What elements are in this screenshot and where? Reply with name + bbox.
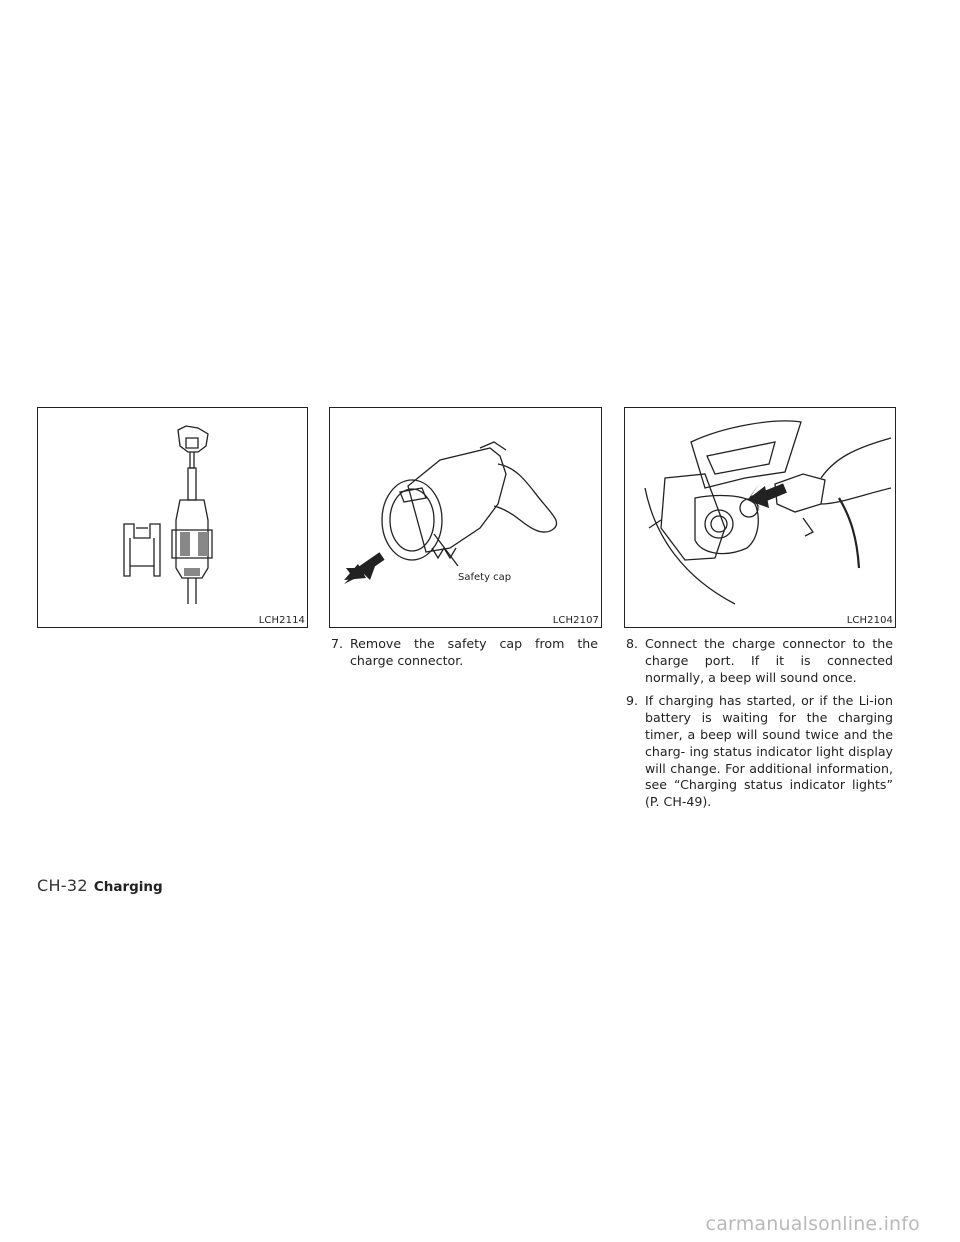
- step-column-right: [626, 636, 893, 818]
- step-text: Connect the charge connector to the charge port. If it is connected normally, a beep will sound once.: [645, 636, 893, 685]
- step-7: [331, 636, 598, 670]
- figure-code: LCH2107: [552, 615, 599, 626]
- step-column-middle: [331, 636, 598, 677]
- safety-cap-removal-illustration: [330, 408, 601, 627]
- figure-safety-cap-removal: [329, 407, 602, 628]
- page-number: CH-32: [37, 876, 88, 895]
- figure-charge-port-connection: [624, 407, 896, 628]
- figure-code: LCH2114: [258, 615, 305, 626]
- step-8: [626, 636, 893, 686]
- step-9: [626, 693, 893, 811]
- charge-port-connection-illustration: [625, 408, 895, 627]
- step-text: Remove the safety cap from the charge connector.: [350, 636, 598, 668]
- figure-charge-connector-holder: [37, 407, 308, 628]
- watermark: carmanualsonline.info: [705, 1213, 920, 1235]
- step-text: If charging has started, or if the Li-ion battery is waiting for the charging timer, a beep will sound twice and the charg- ing status indicator light display will change. For additional information, see “Charging status indicator lights” (P. CH-49).: [645, 693, 893, 810]
- step-number: 7.: [331, 636, 344, 651]
- figure-code: LCH2104: [846, 615, 893, 626]
- section-title: Charging: [93, 879, 163, 895]
- charge-connector-holder-illustration: [38, 408, 307, 627]
- step-number: 9.: [626, 693, 639, 709]
- step-number: 8.: [626, 636, 639, 651]
- safety-cap-callout: Safety cap: [458, 572, 512, 583]
- page-footer: [37, 876, 163, 895]
